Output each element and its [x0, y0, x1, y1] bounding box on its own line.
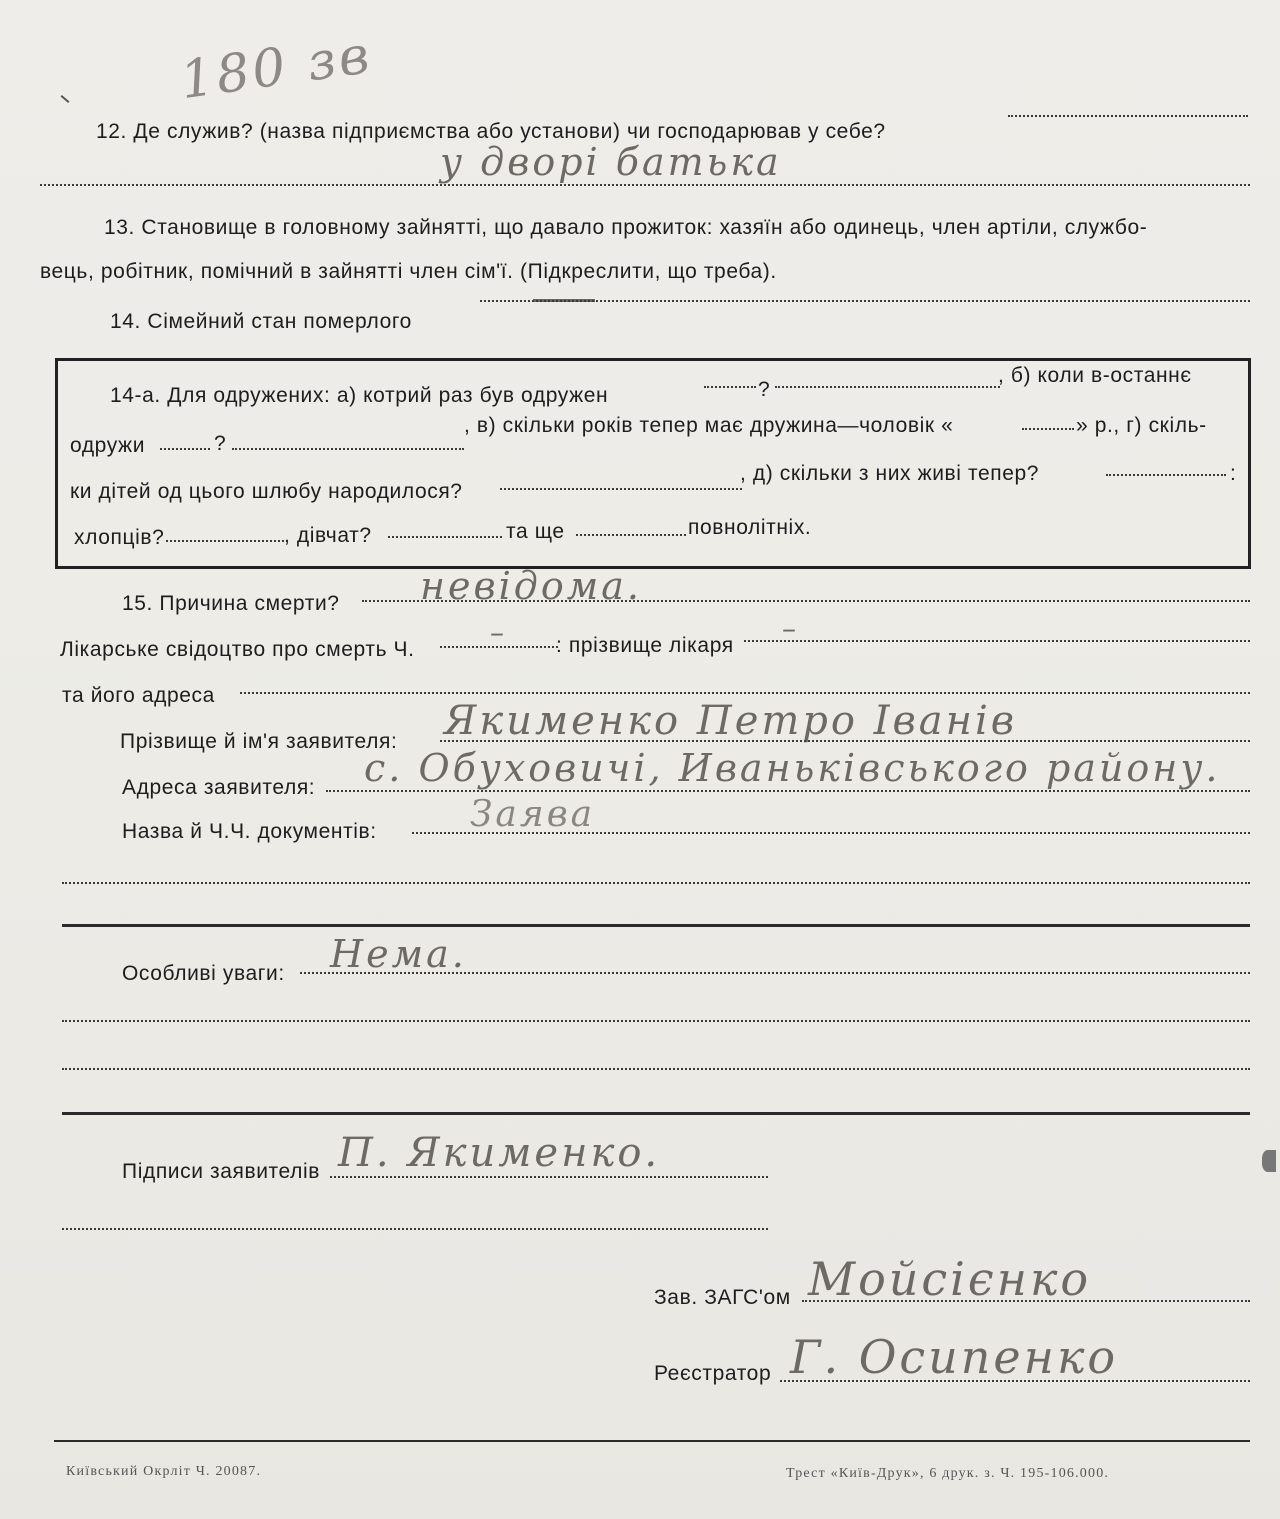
applicant-signature: П. Якименко.	[338, 1130, 661, 1176]
zags-head-label: Зав. ЗАГС'ом	[654, 1286, 791, 1309]
applicant-signature-line-2	[62, 1228, 768, 1230]
q14a-boys-line	[166, 540, 284, 542]
q12-answer: у дворі батька	[440, 140, 782, 184]
q14a-line1-q: ?	[758, 378, 771, 401]
remarks-label: Особливі уваги:	[122, 962, 285, 985]
doctor-address-line	[240, 692, 1250, 694]
q14a-children-alive-line	[1106, 474, 1226, 476]
remarks-line-2	[62, 1020, 1250, 1022]
medical-cert-number: –	[490, 616, 507, 649]
q12-label: 12. Де служив? (назва підприємства або установи) чи господарював у себе?	[96, 120, 886, 143]
documents-value: Заява	[470, 794, 596, 835]
applicant-name-label: Прізвище й ім'я заявителя:	[120, 730, 398, 753]
q14-label: 14. Сімейний стан померлого	[110, 310, 412, 333]
q12-answer-line	[40, 184, 1250, 186]
doctor-surname-line	[744, 640, 1250, 642]
doctor-surname-label: : прізвище лікаря	[556, 634, 734, 657]
q14a-also-label: та ще	[506, 520, 565, 543]
zags-head-line	[802, 1300, 1250, 1302]
q14a-line2-label: одружи	[70, 434, 146, 457]
q13-line1: 13. Становище в головному зайнятті, що давало прожиток: хазяїн або одинець, член артіли, службо-	[104, 216, 1148, 239]
q14a-last-married-line-2	[232, 448, 464, 450]
q14a-line2-end: » р., г) скіль-	[1076, 414, 1207, 437]
q14a-spouse-age-line	[1022, 428, 1074, 430]
registrar-signature: Г. Осипенко	[790, 1330, 1119, 1384]
documents-line-2	[62, 882, 1250, 884]
q12-fill-line	[1008, 115, 1248, 117]
section-divider-1	[62, 924, 1250, 927]
q14a-times-married-line	[704, 386, 756, 388]
q14a-line3-colon: :	[1230, 462, 1237, 485]
q14a-girls-label: , дівчат?	[284, 524, 372, 547]
q14a-adults-line	[576, 534, 686, 536]
registrar-line	[780, 1380, 1250, 1382]
q14-fill-line	[480, 300, 1250, 302]
q14a-last-married-line	[160, 448, 210, 450]
footer-right-imprint: Трест «Київ-Друк», 6 друк. з. Ч. 195-106.000.	[786, 1466, 1110, 1481]
q14a-line1-label: 14-а. Для одружених: а) котрий раз був одружен	[110, 384, 609, 407]
zags-head-signature: Мойсієнко	[808, 1252, 1092, 1306]
applicant-address-label: Адреса заявителя:	[122, 776, 316, 799]
applicant-signature-line	[330, 1176, 768, 1178]
q14a-adults-label: повнолітніх.	[688, 516, 812, 539]
documents-line	[412, 832, 1250, 834]
doctor-address-label: та його адреса	[62, 684, 215, 707]
applicant-name-value: Якименко Петро Іванів	[444, 698, 1018, 744]
footer-divider	[54, 1440, 1250, 1442]
doctor-surname-value: –	[782, 612, 799, 645]
q14a-girls-line	[388, 536, 502, 538]
q15-answer-line	[362, 600, 1250, 602]
section-divider-2	[62, 1112, 1250, 1115]
footer-left-imprint: Київський Окрліт Ч. 20087.	[66, 1464, 262, 1479]
applicant-address-line	[326, 790, 1250, 792]
remarks-line-3	[62, 1068, 1250, 1070]
q14a-line2-q: ?	[214, 432, 227, 455]
q14a-times-married-line-2	[775, 386, 1000, 388]
q14a-line2-spouse-label: , в) скільки років тепер має дружина—чоловік «	[464, 414, 954, 437]
q14a-line1-when-label: , б) коли в-останнє	[998, 364, 1192, 387]
medical-cert-label: Лікарське свідоцтво про смерть Ч.	[60, 638, 415, 661]
archive-number: 180 зв	[176, 24, 376, 112]
q14a-boys-label: хлопців?	[74, 526, 165, 549]
remarks-line	[300, 972, 1250, 974]
q14a-children-born-line	[500, 488, 742, 490]
left-margin-mark	[61, 95, 70, 103]
documents-label: Назва й Ч.Ч. документів:	[122, 820, 377, 843]
applicant-name-line	[440, 740, 1250, 742]
q13-line2: вець, робітник, помічний в зайнятті член сім'ї. (Підкреслити, що треба).	[40, 260, 777, 283]
remarks-value: Нема.	[330, 932, 467, 976]
q15-label: 15. Причина смерти?	[122, 592, 340, 615]
applicant-address-value: с. Обуховичі, Иваньківського району.	[364, 746, 1221, 790]
q14a-line3-alive-label: , д) скільки з них живі тепер?	[740, 462, 1040, 485]
registrar-label: Реєстратор	[654, 1362, 772, 1385]
right-margin-mark	[1262, 1150, 1276, 1172]
applicant-signatures-label: Підписи заявителів	[122, 1160, 320, 1183]
q15-answer: невідома.	[420, 564, 642, 608]
q14a-line3-label: ки дітей од цього шлюбу народилося?	[70, 480, 463, 503]
